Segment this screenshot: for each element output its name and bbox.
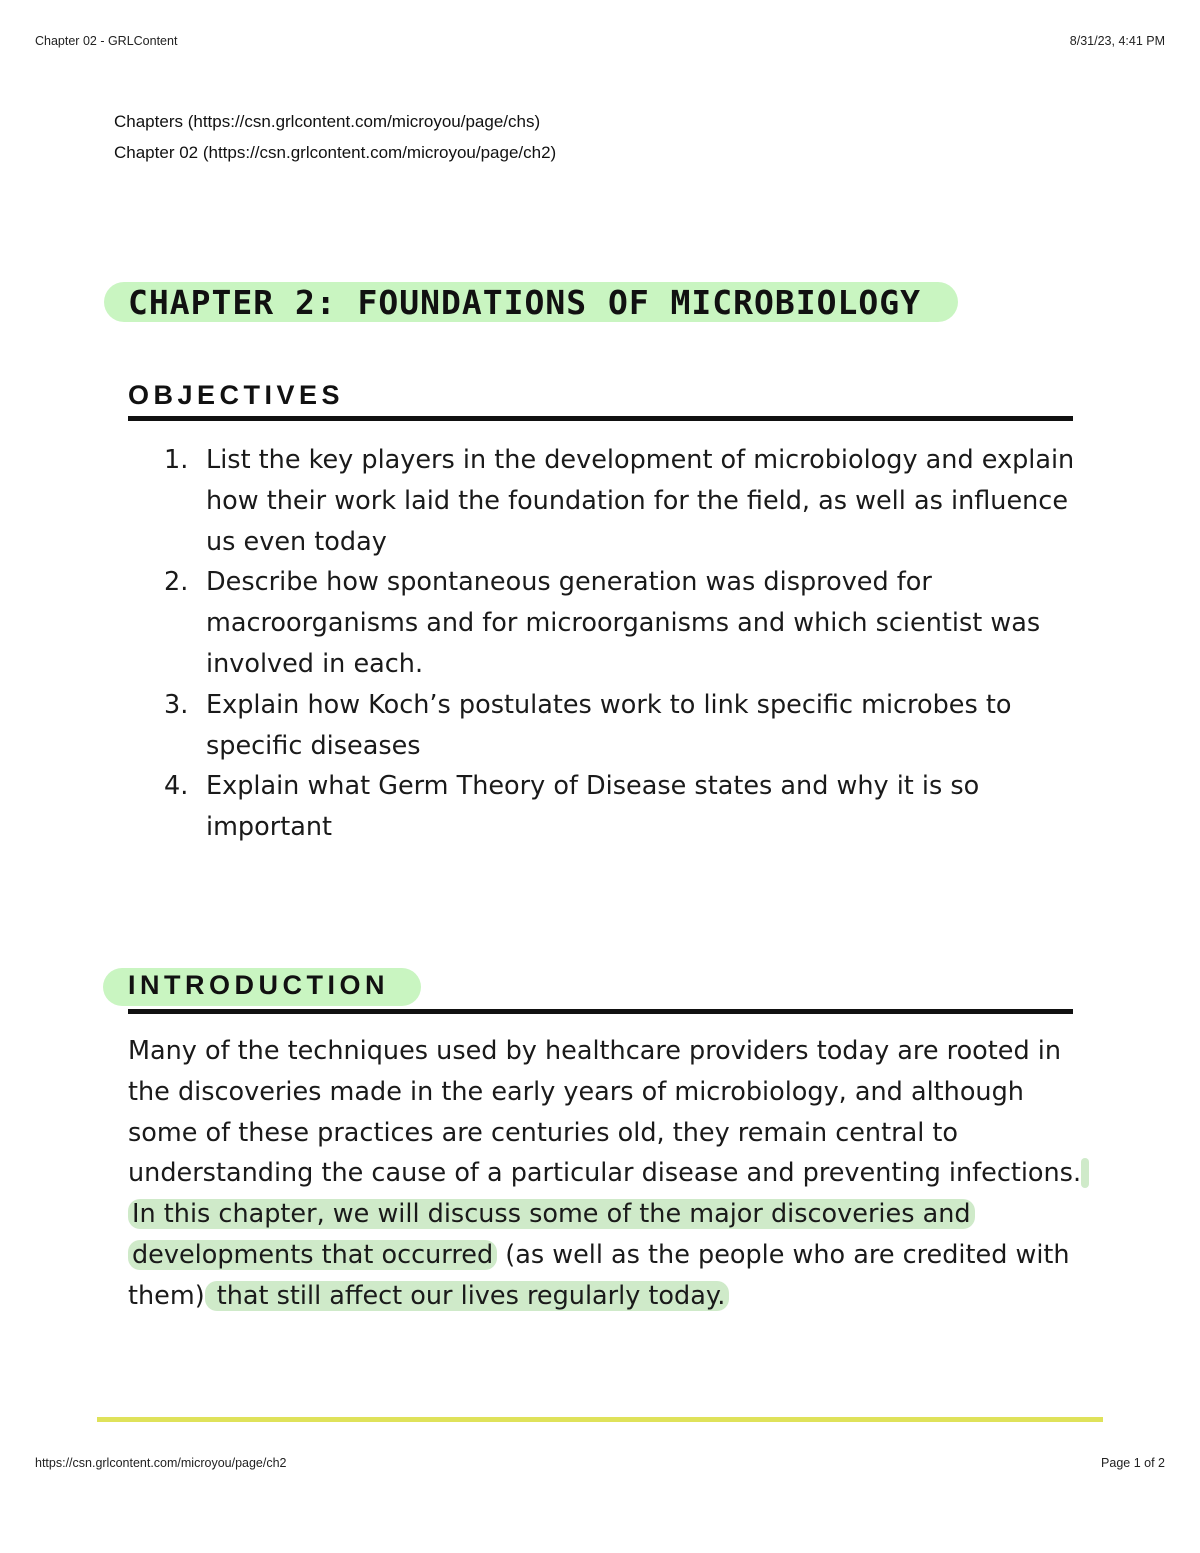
list-item [160,440,1080,562]
highlighted-text: In this chapter, we will discuss some of the major discoveries and developments that occurred [128,1158,1089,1270]
list-item-number: 3. [164,689,189,720]
print-header-datetime: 8/31/23, 4:41 PM [1069,34,1165,48]
intro-text: (as well as the people who are credited with them) [128,1239,1070,1311]
objectives-list [160,440,1080,848]
page-title: CHAPTER 2: FOUNDATIONS OF MICROBIOLOGY [128,283,921,322]
introduction-divider [128,1009,1073,1014]
objectives-divider [128,416,1073,421]
introduction-paragraph [128,1031,1088,1317]
list-item-number: 4. [164,771,189,802]
highlighted-text: that still affect our lives regularly today. [205,1281,730,1311]
list-item-text: List the key players in the development of microbiology and explain how their work laid the foundation for the field, as well as influence us even today [206,445,1075,557]
list-item-number: 2. [164,567,189,598]
print-header-title: Chapter 02 - GRLContent [35,34,178,48]
list-item-text: Describe how spontaneous generation was disproved for macroorganisms and for microorganisms and which scientist was involved in each. [206,567,1041,679]
print-footer [35,1456,1165,1474]
list-item-number: 1. [164,445,189,475]
chapter-title-highlight [104,282,958,322]
breadcrumb [114,106,556,168]
page-number: Page 1 of 2 [1101,1456,1165,1470]
intro-text: Many of the techniques used by healthcare providers today are rooted in the discoveries made in the early years of microbiology, and although some of these practices are centuries old, they remain central to understanding the cause of a particular disease and preventing infections. [128,1036,1082,1189]
objectives-heading: OBJECTIVES [128,380,345,410]
footer-divider [97,1417,1103,1422]
list-item [160,562,1080,684]
print-footer-url: https://csn.grlcontent.com/microyou/page/ch2 [35,1456,287,1470]
list-item [160,766,1080,848]
breadcrumb-chapters-link[interactable]: Chapters (https://csn.grlcontent.com/microyou/page/chs) [114,112,541,131]
introduction-heading: INTRODUCTION [128,970,389,1000]
list-item-text: Explain what Germ Theory of Disease states and why it is so important [206,771,980,843]
breadcrumb-chapter-02-link[interactable]: Chapter 02 (https://csn.grlcontent.com/microyou/page/ch2) [114,143,557,162]
list-item [160,685,1080,767]
print-header [35,34,1165,52]
list-item-text: Explain how Koch’s postulates work to link specific microbes to specific diseases [206,689,1012,761]
